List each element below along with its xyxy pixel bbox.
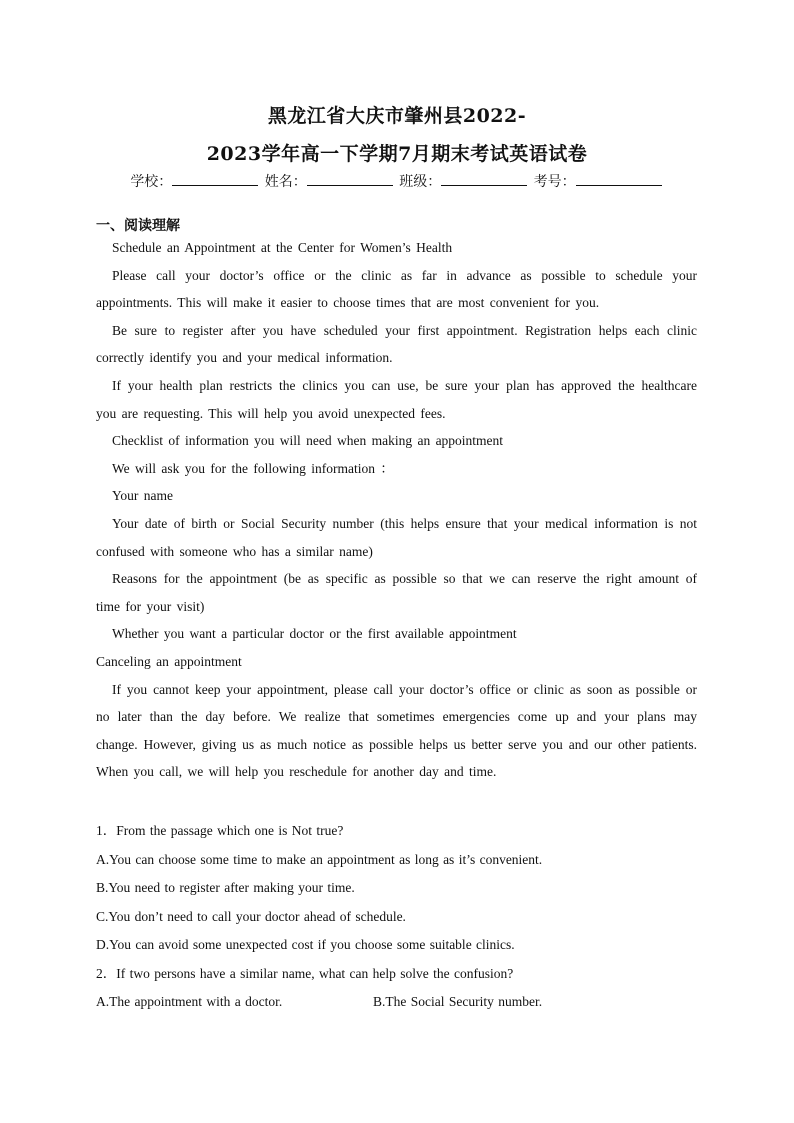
- canceling-heading: Canceling an appointment: [96, 653, 242, 669]
- question-stem: From the passage which one is Not true?: [116, 823, 344, 838]
- passage-paragraph: If you cannot keep your appointment, please call your doctor’s office or clinic as soon as possible or no later than the day before. We realize that sometimes emergencies come up and your plans may change. However, giving us as much notice as possible helps us better serve you and our other patients. When you call, we will help you reschedule for another day and time.: [96, 681, 697, 780]
- passage-paragraph: We will ask you for the following information ：: [112, 460, 394, 476]
- passage-paragraph: Be sure to register after you have scheduled your first appointment. Registration helps each clinic correctly identify you and your medical information.: [96, 322, 697, 366]
- exam-title-line2: 2023学年高一下学期7月期末考试英语试卷: [206, 143, 588, 165]
- school-label: 学校：: [130, 174, 173, 190]
- checklist-item: Whether you want a particular doctor or the first available appointment: [112, 626, 517, 642]
- class-blank[interactable]: [441, 173, 527, 186]
- section-heading: 一、阅读理解: [96, 218, 180, 234]
- passage-paragraph: If your health plan restricts the clinics you can use, be sure your plan has approved the healthcare you are requesting. This will help you avoid unexpected fees.: [96, 377, 697, 421]
- options-row: [96, 988, 697, 1017]
- school-blank[interactable]: [172, 173, 258, 186]
- name-blank[interactable]: [307, 173, 393, 186]
- question-number: 2．: [96, 965, 117, 981]
- option-b: B.You need to register after making your time.: [96, 880, 355, 895]
- option-c: C.You don’t need to call your doctor ahead of schedule.: [96, 908, 406, 924]
- question-2: [96, 960, 697, 989]
- reading-passage: [96, 234, 697, 786]
- name-label: 姓名：: [264, 174, 307, 190]
- exam-title-line1: 黑龙江省大庆市肇州县2022-: [267, 105, 527, 127]
- question-list: [96, 817, 697, 1017]
- checklist-item: Your date of birth or Social Security number (this helps ensure that your medical information is not confused with someone who has a similar name): [96, 515, 697, 559]
- checklist-heading: Checklist of information you will need when making an appointment: [112, 433, 504, 449]
- question-stem: If two persons have a similar name, what can help solve the confusion?: [116, 965, 514, 981]
- passage-title: Schedule an Appointment at the Center for Women’s Health: [112, 240, 453, 255]
- option-a: A.The appointment with a doctor.: [96, 994, 283, 1009]
- option-a: A.You can choose some time to make an appointment as long as it’s convenient.: [96, 851, 543, 867]
- option-b: B.The Social Security number.: [373, 994, 543, 1009]
- checklist-item: Your name: [112, 488, 174, 504]
- exam-number-blank[interactable]: [576, 173, 662, 186]
- question-number: 1．: [96, 823, 117, 838]
- checklist-item: Reasons for the appointment (be as specific as possible so that we can reserve the right amount of time for your visit): [96, 571, 697, 614]
- student-info-row: [0, 171, 794, 191]
- passage-paragraph: Please call your doctor’s office or the clinic as far in advance as possible to schedule your appointments. This will make it easier to choose times that are most convenient for you.: [96, 267, 697, 311]
- question-1: [96, 817, 697, 846]
- exam-number-label: 考号：: [533, 174, 576, 190]
- class-label: 班级：: [399, 174, 442, 190]
- option-d: D.You can avoid some unexpected cost if you choose some suitable clinics.: [96, 937, 515, 952]
